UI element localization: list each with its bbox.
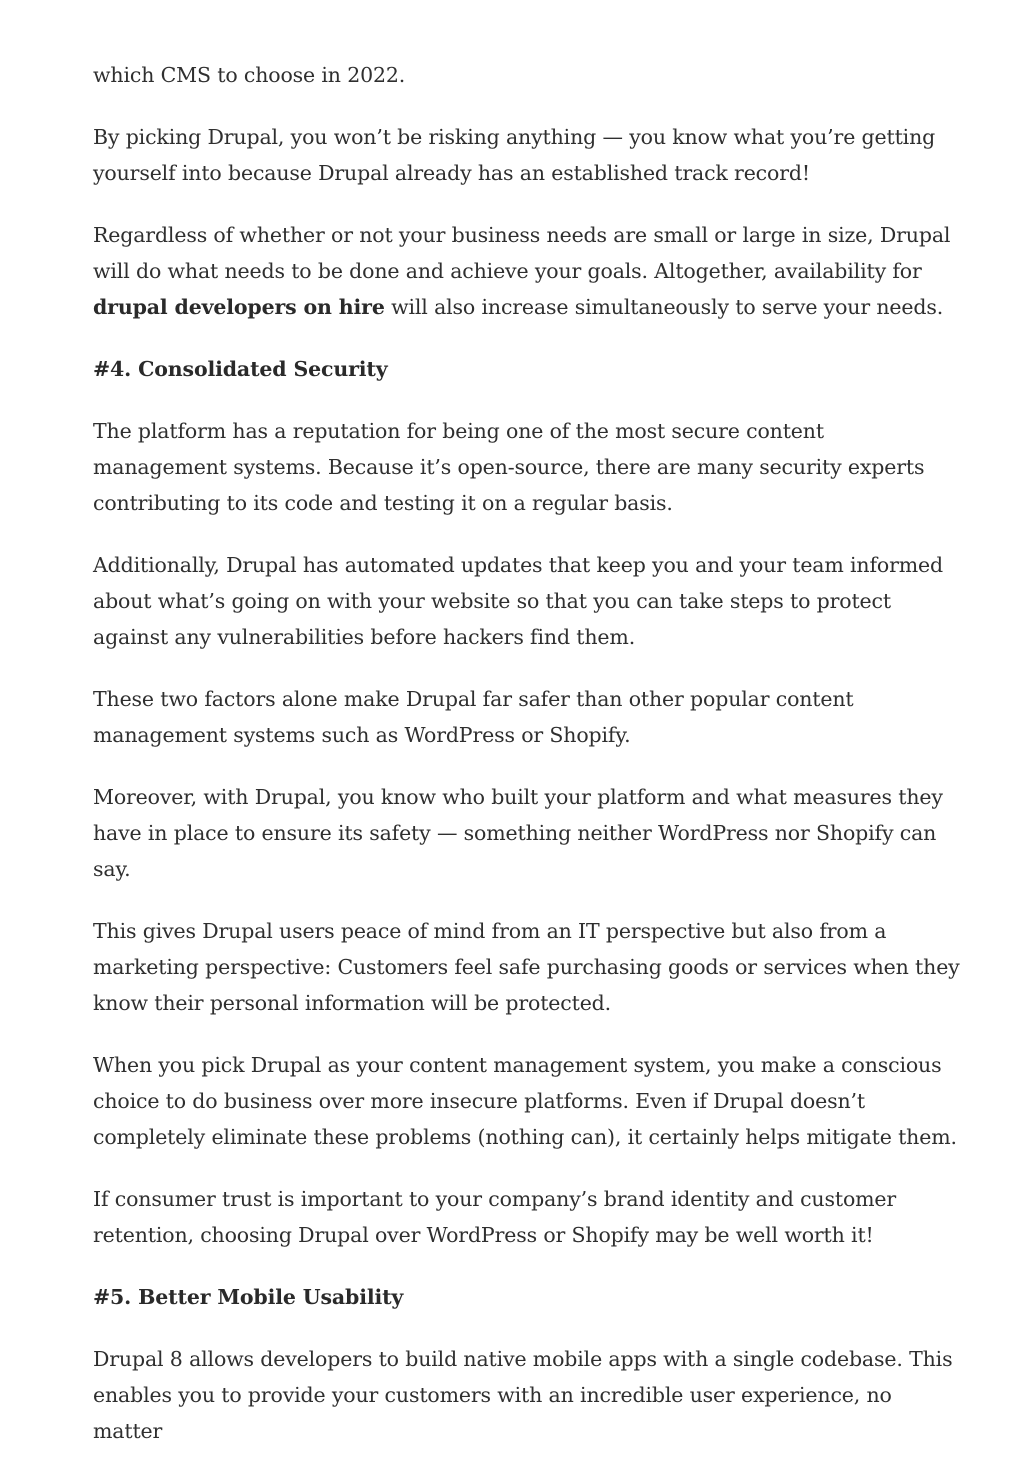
paragraph-mobile-apps: Drupal 8 allows developers to build native mobile apps with a single codebase. This enables you to provide your customers with an incredible user experience, no matter [93,1347,953,1443]
heading-consolidated-security: #4. Consolidated Security [93,357,388,381]
paragraph-peace-of-mind: This gives Drupal users peace of mind from an IT perspective but also from a marketing perspective: Customers feel safe purchasing goods or services when they know their personal information will be protected. [93,919,960,1015]
paragraph-regardless-text-end: will also increase simultaneously to serve your needs. [384,295,944,319]
drupal-developers-link-text: drupal developers on hire [93,295,385,319]
paragraph-conscious-choice: When you pick Drupal as your content management system, you make a conscious choice to do business over more insecure platforms. Even if Drupal doesn’t completely eliminate these problems (nothing can), it certainly helps mitigate them. [93,1053,957,1149]
paragraph-automated-updates: Additionally, Drupal has automated updates that keep you and your team informed about what’s going on with your website so that you can take steps to protect against any vulnerabilities before hackers find them. [93,553,944,649]
paragraph-two-factors: These two factors alone make Drupal far safer than other popular content management systems such as WordPress or Shopify. [93,687,854,747]
paragraph-regardless-text-start: Regardless of whether or not your business needs are small or large in size, Drupal will do what needs to be done and achieve your goals. Altogether, availability for [93,223,951,283]
heading-better-mobile-usability: #5. Better Mobile Usability [93,1285,404,1309]
paragraph-regardless [93,217,963,325]
paragraph-reputation: The platform has a reputation for being one of the most secure content management systems. Because it’s open-source, there are many security experts contributing to its code and testing it on a regular basis. [93,419,925,515]
article-body [93,57,963,1475]
paragraph-consumer-trust: If consumer trust is important to your company’s brand identity and customer retention, choosing Drupal over WordPress or Shopify may be well worth it! [93,1187,897,1247]
paragraph-moreover: Moreover, with Drupal, you know who built your platform and what measures they have in place to ensure its safety — something neither WordPress nor Shopify can say. [93,785,943,881]
paragraph-no-risk: By picking Drupal, you won’t be risking anything — you know what you’re getting yourself into because Drupal already has an established track record! [93,125,936,185]
paragraph-continued: which CMS to choose in 2022. [93,63,406,87]
